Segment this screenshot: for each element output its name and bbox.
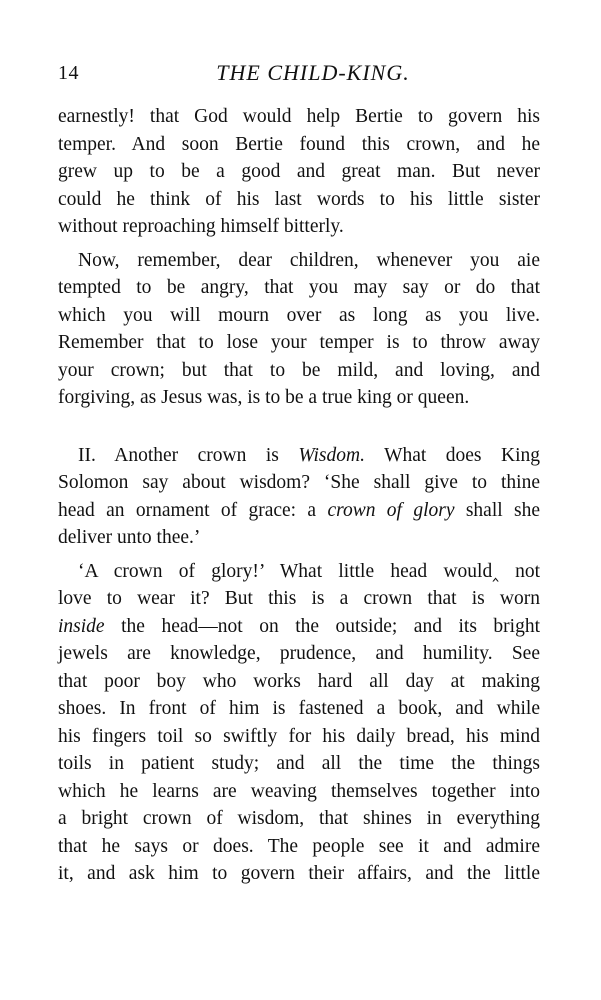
text-line: Solomon say about wisdom? ‘She shall give to thine bbox=[58, 472, 540, 493]
page-number: 14 bbox=[58, 62, 79, 84]
text-segment: head an ornament of grace: a bbox=[58, 499, 328, 521]
text-line: that he says or does. The people see it and admire bbox=[58, 835, 540, 857]
text-line: could he think of his last words to his little sister bbox=[58, 188, 540, 210]
text-segment: the head—not on the outside; and its bright bbox=[104, 615, 540, 637]
text-line: which he learns are weaving themselves together into bbox=[58, 780, 540, 802]
text-line: his fingers toil so swiftly for his daily bread, his mind bbox=[58, 725, 540, 747]
text-line: deliver unto thee.’ bbox=[58, 527, 201, 548]
text-line: Now, remember, dear children, whenever you aie bbox=[78, 249, 540, 271]
text-line bbox=[58, 497, 540, 525]
paragraph-2 bbox=[58, 247, 540, 412]
text-line: temper. And soon Bertie found this crown, and he bbox=[58, 133, 540, 155]
text-line: jewels are knowledge, prudence, and humility. See bbox=[58, 643, 540, 664]
text-line: without reproaching himself bitterly. bbox=[58, 216, 344, 237]
text-line: your crown; but that to be mild, and loving, and bbox=[58, 359, 540, 381]
page-header bbox=[48, 56, 558, 86]
text-line bbox=[58, 442, 540, 470]
paragraph-3 bbox=[58, 442, 540, 552]
emphasis-wisdom: Wisdom. bbox=[298, 444, 365, 466]
text-line: ‘A crown of glory!’ What little head would‸ not bbox=[78, 560, 540, 582]
text-segment: II. Another crown is bbox=[78, 444, 299, 466]
text-segment: shall she bbox=[454, 499, 540, 521]
paragraph-4 bbox=[58, 558, 540, 888]
text-line: it, and ask him to govern their affairs, and the little bbox=[58, 863, 540, 884]
text-line bbox=[58, 613, 540, 641]
text-line: tempted to be angry, that you may say or do that bbox=[58, 277, 540, 298]
emphasis-crown-of-glory: crown of glory bbox=[327, 499, 455, 521]
paragraph-1 bbox=[58, 103, 540, 241]
text-segment: What does King bbox=[364, 444, 540, 466]
text-line: earnestly! that God would help Bertie to govern his bbox=[58, 106, 540, 127]
running-title: THE CHILD-KING. bbox=[216, 60, 410, 85]
text-line: Remember that to lose your temper is to throw away bbox=[58, 332, 540, 353]
text-line: toils in patient study; and all the time the things bbox=[58, 753, 540, 774]
text-line: which you will mourn over as long as you live. bbox=[58, 304, 540, 326]
body-text bbox=[58, 103, 540, 888]
text-line: grew up to be a good and great man. But never bbox=[58, 161, 540, 182]
text-line: a bright crown of wisdom, that shines in everything bbox=[58, 808, 540, 829]
text-line: that poor boy who works hard all day at making bbox=[58, 670, 540, 692]
text-line: shoes. In front of him is fastened a book, and while bbox=[58, 698, 540, 719]
emphasis-inside: inside bbox=[58, 615, 105, 637]
text-line: forgiving, as Jesus was, is to be a true king or queen. bbox=[58, 387, 470, 408]
text-line: love to wear it? But this is a crown that is worn bbox=[58, 588, 540, 609]
